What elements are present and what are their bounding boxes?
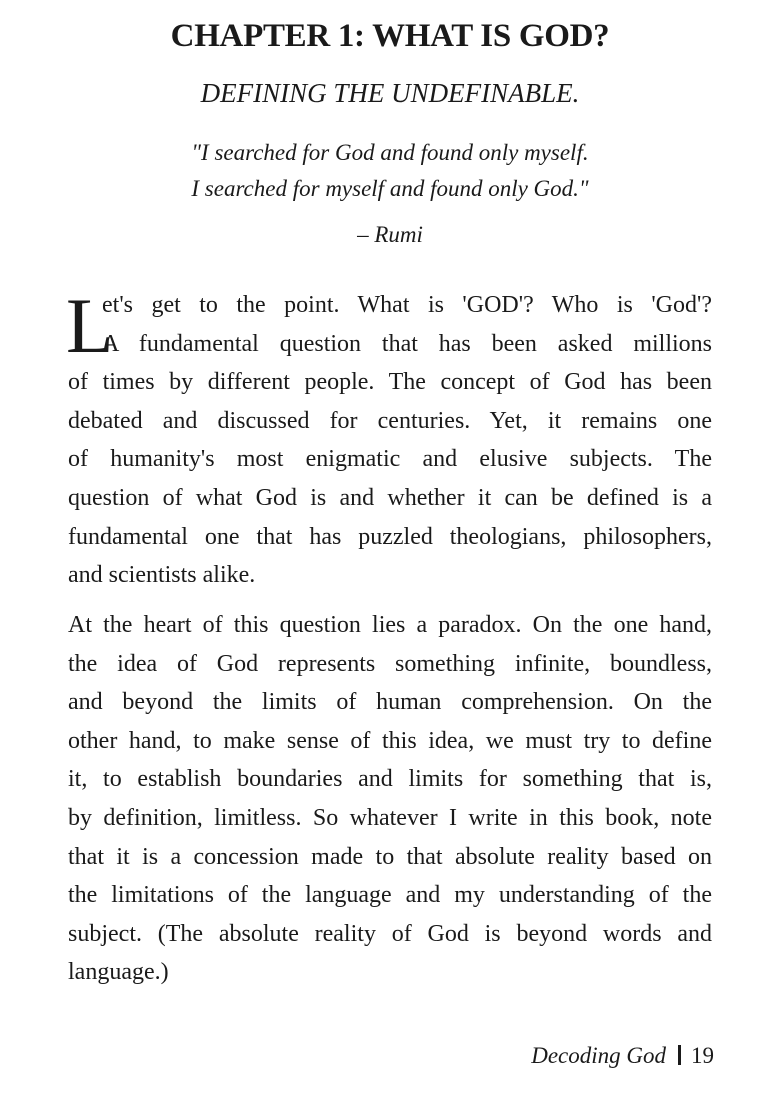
text-line: A fundamental question that has been asked millions: [102, 330, 712, 357]
text-line: debated and discussed for centuries. Yet, it remains one: [68, 407, 712, 434]
page-number: 19: [691, 1043, 714, 1068]
text-line: subject. (The absolute reality of God is beyond words and: [68, 920, 712, 947]
running-title: Decoding God: [531, 1043, 666, 1068]
epigraph-line: I searched for myself and found only God.": [191, 176, 589, 201]
drop-cap: L: [66, 282, 114, 369]
text-line: et's get to the point. What is 'GOD'? Who is 'God'?: [102, 292, 712, 318]
epigraph-attribution: – Rumi: [357, 222, 423, 247]
text-line: other hand, to make sense of this idea, we must try to define: [68, 727, 712, 754]
epigraph-line: "I searched for God and found only myself.: [191, 140, 589, 165]
text-line: question of what God is and whether it can be defined is a: [68, 484, 712, 511]
text-line: that it is a concession made to that absolute reality based on: [68, 843, 712, 870]
paragraph-2: [68, 606, 712, 992]
text-line: and beyond the limits of human comprehension. On the: [68, 689, 712, 716]
text-line: the idea of God represents something infinite, boundless,: [68, 650, 712, 677]
text-line: the limitations of the language and my understanding of the: [68, 882, 712, 909]
text-line: fundamental one that has puzzled theologians, philosophers,: [68, 523, 712, 550]
separator: [678, 1045, 681, 1065]
text-line: At the heart of this question lies a paradox. On the one hand,: [68, 612, 712, 638]
text-line: it, to establish boundaries and limits for something that is,: [68, 766, 712, 793]
chapter-subtitle: DEFINING THE UNDEFINABLE.: [200, 78, 580, 108]
text-line: of humanity's most enigmatic and elusive subjects. The: [68, 446, 712, 473]
text-line: language.): [68, 959, 169, 986]
page-footer: [531, 1043, 714, 1069]
text-line: by definition, limitless. So whatever I write in this book, note: [68, 804, 712, 831]
text-line: of times by different people. The concept of God has been: [68, 369, 712, 396]
text-line: and scientists alike.: [68, 562, 256, 589]
paragraph-1: [66, 282, 712, 595]
chapter-title: CHAPTER 1: WHAT IS GOD?: [170, 18, 610, 54]
